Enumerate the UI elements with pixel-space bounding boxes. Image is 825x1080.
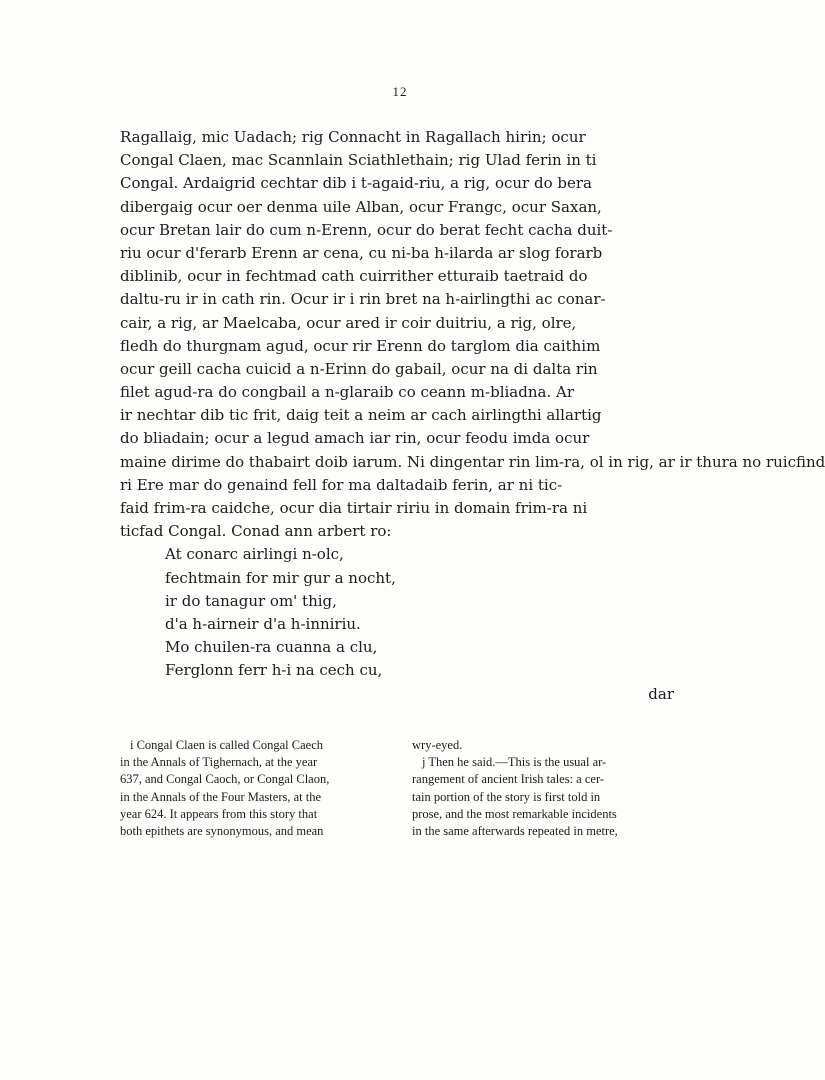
footnote-line: 637, and Congal Caoch, or Congal Claon, — [120, 772, 330, 787]
footnote-line: tain portion of the story is first told in — [412, 789, 601, 804]
text-line: Congal Claen, mac Scannlain Sciathlethain; rig Ulad ferin in ti — [120, 151, 597, 170]
text-line: ocur Bretan lair do cum n-Erenn, ocur do berat fecht cacha duit- — [120, 220, 613, 239]
footnotes — [120, 737, 680, 840]
text-line: filet agud-ra do congbail a n-glaraib co ceann m-bliadna. Ar — [120, 383, 574, 402]
footnote-line: year 624. It appears from this story that — [120, 806, 318, 821]
text-line: Ragallaig, mic Uadach; rig Connacht in Ragallach hirin; ocur — [120, 128, 586, 146]
footnotes-left-column — [120, 737, 388, 840]
catchword: dar — [648, 684, 674, 703]
text-line: ticfad Congal. Conad ann arbert ro: — [120, 522, 392, 541]
verse-line: Mo chuilen-ra cuanna a clu, — [165, 638, 378, 657]
irish-prose-text — [120, 126, 825, 706]
footnote-line: wry-eyed. — [412, 738, 463, 752]
footnote-line: in the Annals of the Four Masters, at the — [120, 789, 322, 804]
verse-line: d'a h-airneir d'a h-inniriu. — [165, 614, 361, 633]
text-line: Congal. Ardaigrid cechtar dib i t-agaid-riu, a rig, ocur do bera — [120, 174, 592, 193]
text-line: maine dirime do thabairt doib iarum. Ni dingentar rin lim-ra, ol in rig, ar ir thura no ruicfind — [120, 452, 825, 471]
text-line: riu ocur d'ferarb Erenn ar cena, cu ni-ba h-ilarda ar slog forarb — [120, 243, 603, 262]
footnote-line: both epithets are synonymous, and mean — [120, 823, 324, 838]
text-line: cair, a rig, ar Maelcaba, ocur ared ir coir duitriu, a rig, olre, — [120, 313, 577, 332]
verse-line: At conarc airlingi n-olc, — [165, 545, 344, 564]
page-number: 12 — [392, 84, 408, 99]
footnote-line: prose, and the most remarkable incidents — [412, 806, 617, 821]
verse-block — [120, 543, 680, 682]
footnote-line: rangement of ancient Irish tales: a cer- — [412, 772, 605, 787]
text-line: faid frim-ra caidche, ocur dia tirtair ririu in domain frim-ra ni — [120, 499, 588, 517]
text-line: diblinib, ocur in fechtmad cath cuirrither etturaib taetraid do — [120, 267, 588, 286]
footnote-line: i Congal Claen is called Congal Caech — [130, 738, 324, 752]
footnote-line: j Then he said.—This is the usual ar- — [422, 755, 607, 770]
text-line: fledh do thurgnam agud, ocur rir Erenn do targlom dia caithim — [120, 336, 601, 355]
text-line: daltu-ru ir in cath rin. Ocur ir i rin bret na h-airlingthi ac conar- — [120, 290, 606, 309]
verse-line: fechtmain for mir gur a nocht, — [165, 568, 396, 587]
text-line: ri Ere mar do genaind fell for ma daltadaib ferin, ar ni tic- — [120, 475, 563, 494]
footnote-line: in the Annals of Tighernach, at the year — [120, 755, 318, 770]
verse-line: ir do tanagur om' thig, — [165, 591, 337, 610]
text-line: dibergaig ocur oer denma uile Alban, ocur Frangc, ocur Saxan, — [120, 197, 602, 216]
text-line: ir nechtar dib tic frit, daig teit a neim ar cach airlingthi allartig — [120, 406, 602, 425]
footnotes-right-column — [412, 737, 680, 840]
verse-line: Ferglonn ferr h-i na cech cu, — [165, 661, 383, 680]
text-line: do bliadain; ocur a legud amach iar rin, ocur feodu imda ocur — [120, 429, 590, 448]
text-line: ocur geill cacha cuicid a n-Erinn do gabail, ocur na di dalta rin — [120, 359, 598, 378]
footnote-line: in the same afterwards repeated in metre, — [412, 823, 618, 838]
